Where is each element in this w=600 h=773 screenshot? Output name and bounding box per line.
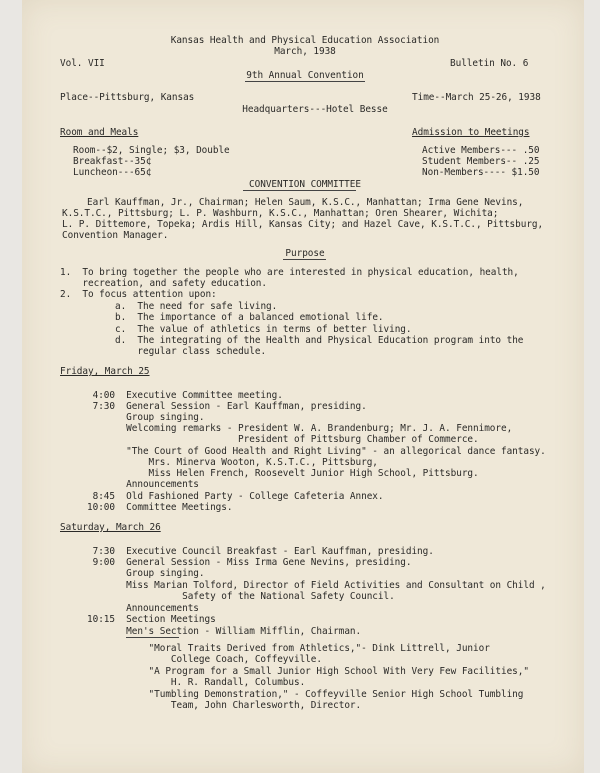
committee-line: K.S.T.C., Pittsburg; L. P. Washburn, K.S.C., Manhattan; Oren Shearer, Wichita; [62, 208, 499, 219]
schedule-line: College Coach, Coffeyville. [87, 654, 322, 665]
schedule-line: Men's Section - William Mifflin, Chairman. [87, 626, 362, 637]
schedule-line: 10:00 Committee Meetings. [87, 502, 233, 513]
schedule-line: 10:15 Section Meetings [87, 614, 216, 625]
purpose-line: regular class schedule. [115, 346, 267, 357]
saturday-heading: Saturday, March 26 [60, 522, 161, 533]
schedule-line: H. R. Randall, Columbus. [87, 677, 306, 688]
convention-underline [245, 81, 365, 82]
schedule-line: 7:30 Executive Council Breakfast - Earl Kauffman, presiding. [87, 546, 434, 557]
org-title: Kansas Health and Physical Education Association [170, 35, 440, 46]
mens-section-underline [126, 637, 179, 638]
committee-heading: CONVENTION COMMITTEE [249, 179, 361, 190]
purpose-underline [283, 259, 326, 260]
purpose-line: 2. To focus attention upon: [60, 289, 217, 300]
rooms-line: Breakfast--35¢ [73, 156, 152, 167]
schedule-line: President of Pittsburg Chamber of Commerce. [87, 434, 479, 445]
volume-label: Vol. VII [60, 58, 105, 69]
schedule-line: Announcements [87, 479, 199, 490]
rooms-line: Luncheon---65¢ [73, 167, 152, 178]
schedule-line: Group singing. [87, 568, 205, 579]
schedule-line: Announcements [87, 603, 199, 614]
place-line: Place--Pittsburg, Kansas [60, 92, 195, 103]
schedule-line: 9:00 General Session - Miss Irma Gene Nevins, presiding. [87, 557, 412, 568]
schedule-line: Miss Helen French, Roosevelt Junior High School, Pittsburg. [87, 468, 479, 479]
schedule-line: "Moral Traits Derived from Athletics,"- Dink Littrell, Junior [87, 643, 490, 654]
admission-line: Non-Members---- $1.50 [422, 167, 540, 178]
rooms-line: Room--$2, Single; $3, Double [73, 145, 230, 156]
rooms-heading: Room and Meals [60, 127, 139, 138]
schedule-line: 7:30 General Session - Earl Kauffman, presiding. [87, 401, 367, 412]
committee-line: Earl Kauffman, Jr., Chairman; Helen Saum, K.S.C., Manhattan; Irma Gene Nevins, [87, 197, 524, 208]
admission-line: Student Members-- .25 [422, 156, 540, 167]
schedule-line: Mrs. Minerva Wooton, K.S.T.C., Pittsburg, [87, 457, 378, 468]
purpose-line: c. The value of athletics in terms of better living. [115, 324, 412, 335]
schedule-line: Group singing. [87, 412, 205, 423]
schedule-line: "The Court of Good Health and Right Living" - an allegorical dance fantasy. [87, 446, 546, 457]
schedule-line: "Tumbling Demonstration," - Coffeyville Senior High School Tumbling [87, 689, 524, 700]
purpose-heading: Purpose [285, 248, 325, 259]
admission-heading: Admission to Meetings [412, 127, 530, 138]
schedule-line: "A Program for a Small Junior High School With Very Few Facilities," [87, 666, 529, 677]
purpose-line: 1. To bring together the people who are interested in physical education, health, [60, 267, 519, 278]
time-line: Time--March 25-26, 1938 [412, 92, 541, 103]
purpose-line: b. The importance of a balanced emotional life. [115, 312, 384, 323]
convention-title: 9th Annual Convention [246, 70, 364, 81]
friday-heading: Friday, March 25 [60, 366, 150, 377]
committee-underline [243, 190, 356, 191]
purpose-line: a. The need for safe living. [115, 301, 278, 312]
purpose-line: d. The integrating of the Health and Physical Education program into the [115, 335, 524, 346]
schedule-line: Miss Marian Tolford, Director of Field Activities and Consultant on Child , [87, 580, 546, 591]
bulletin-label: Bulletin No. 6 [450, 58, 529, 69]
purpose-line: recreation, and safety education. [60, 278, 267, 289]
schedule-line: Safety of the National Safety Council. [87, 591, 395, 602]
committee-line: L. P. Dittemore, Topeka; Ardis Hill, Kansas City; and Hazel Cave, K.S.T.C., Pittsburg, [62, 219, 544, 230]
headquarters-line: Headquarters---Hotel Besse [242, 104, 388, 115]
date-line: March, 1938 [274, 46, 336, 57]
schedule-line: Welcoming remarks - President W. A. Brandenburg; Mr. J. A. Fennimore, [87, 423, 513, 434]
committee-line: Convention Manager. [62, 230, 169, 241]
schedule-line: 8:45 Old Fashioned Party - College Cafeteria Annex. [87, 491, 384, 502]
schedule-line: 4:00 Executive Committee meeting. [87, 390, 283, 401]
admission-line: Active Members--- .50 [422, 145, 540, 156]
schedule-line: Team, John Charlesworth, Director. [87, 700, 362, 711]
